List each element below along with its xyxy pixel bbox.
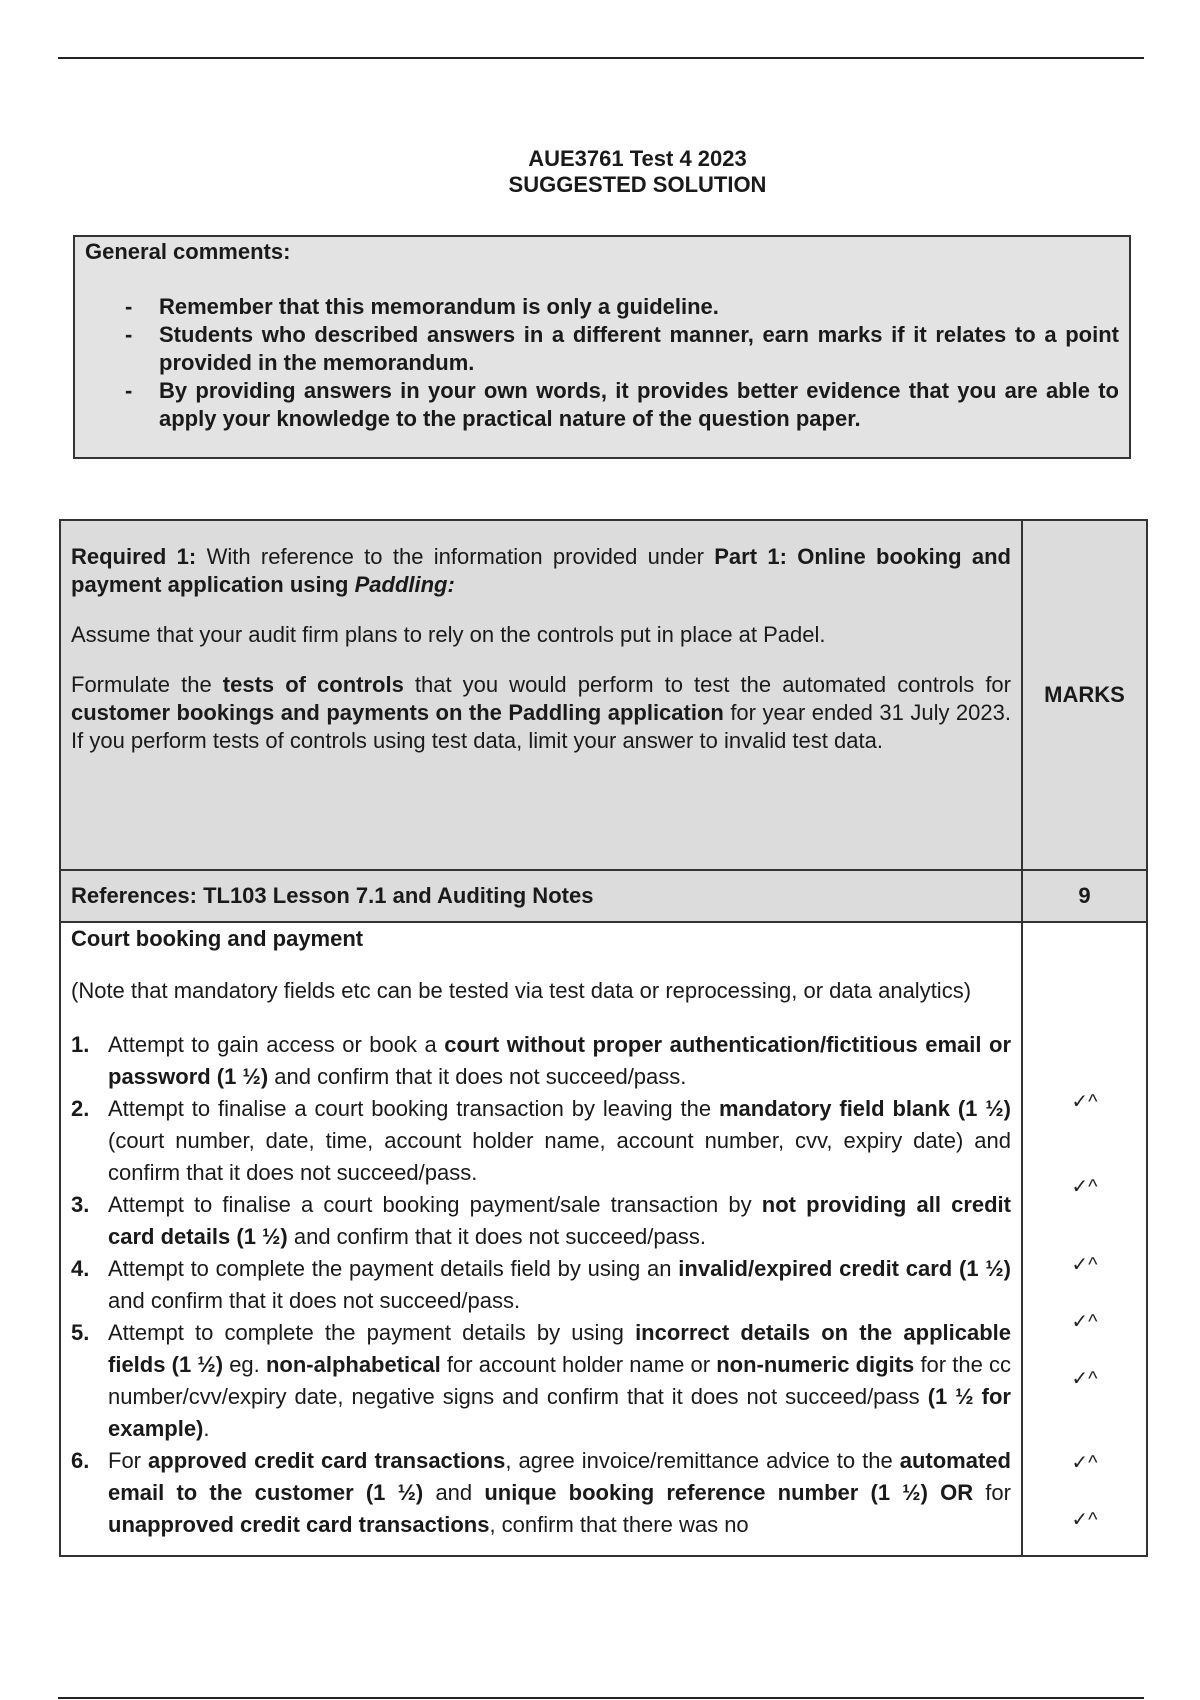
bullet-dash: -	[125, 322, 133, 347]
tick-mark: ✓^	[1071, 1368, 1098, 1390]
instruction-paragraph: Formulate the tests of controls that you would perform to test the automated controls for customer bookings and payments on the Paddling application for year ended 31 July 2023. If you perform tests of controls using test data, limit your answer to invalid test data.	[71, 672, 1011, 753]
answer-cell	[60, 922, 1022, 1556]
title-line-2: SUGGESTED SOLUTION	[508, 172, 767, 197]
list-item: 5. Attempt to complete the payment details by using incorrect details on the applicable fields (1 ½) eg. non-alphabetical for account holder name or non-numeric digits for the cc number/cvv/expiry date, negative signs and confirm that it does not succeed/pass (1 ½ for example).	[71, 1320, 1012, 1441]
required-row	[60, 520, 1147, 870]
tick-mark: ✓^	[1071, 1176, 1098, 1198]
list-item: - Students who described answers in a different manner, earn marks if it relates to a point provided in the memorandum.	[125, 322, 1119, 375]
tick-mark: ✓^	[1071, 1254, 1098, 1276]
required-cell	[60, 520, 1022, 870]
bullet-dash: -	[125, 294, 133, 319]
list-item: - By providing answers in your own words, it provides better evidence that you are able to apply your knowledge to the practical nature of the question paper.	[125, 378, 1119, 431]
tick-mark: ✓^	[1071, 1091, 1098, 1113]
memorandum-table	[59, 519, 1148, 1557]
list-item: 4. Attempt to complete the payment details field by using an invalid/expired credit card (1 ½) and confirm that it does not succeed/pass.	[71, 1256, 1012, 1313]
general-comments-box	[73, 235, 1131, 459]
bullet-dash: -	[125, 378, 133, 403]
general-comments-list	[85, 293, 1119, 433]
references-marks: 9	[1022, 870, 1147, 922]
list-item: - Remember that this memorandum is only a guideline.	[125, 294, 719, 319]
references-row	[60, 870, 1147, 922]
document-title	[0, 146, 1200, 198]
section-note: (Note that mandatory fields etc can be tested via test data or reprocessing, or data analytics)	[71, 978, 972, 1003]
section-heading: Court booking and payment	[71, 926, 364, 951]
list-item: 3. Attempt to finalise a court booking payment/sale transaction by not providing all credit card details (1 ½) and confirm that it does not succeed/pass.	[71, 1192, 1011, 1249]
assumption-paragraph: Assume that your audit firm plans to rely on the controls put in place at Padel.	[71, 622, 826, 647]
answer-row	[60, 922, 1147, 1556]
points-list	[71, 1029, 1011, 1541]
list-item: 1. Attempt to gain access or book a court without proper authentication/fictitious email or password (1 ½) and confirm that it does not succeed/pass.	[71, 1032, 1011, 1089]
list-item: 2. Attempt to finalise a court booking transaction by leaving the mandatory field blank (1 ½) (court number, date, time, account holder name, account number, cvv, expiry date) and confirm that it does not succeed/pass.	[71, 1096, 1011, 1185]
references-text: References: TL103 Lesson 7.1 and Auditing Notes	[60, 870, 1022, 922]
tick-mark: ✓^	[1071, 1311, 1098, 1333]
list-item: 6. For approved credit card transactions, agree invoice/remittance advice to the automated email to the customer (1 ½) and unique booking reference number (1 ½) OR for unapproved credit card transactions, confirm that there was no	[71, 1448, 1011, 1537]
marks-header: MARKS	[1022, 520, 1147, 870]
tick-mark: ✓^	[1071, 1452, 1098, 1474]
tick-mark: ✓^	[1071, 1509, 1098, 1531]
required-paragraph: Required 1: With reference to the information provided under Part 1: Online booking and payment application using Paddling:	[71, 544, 1011, 597]
bottom-rule	[58, 1697, 1144, 1699]
general-comments-heading: General comments:	[85, 239, 291, 264]
top-rule	[58, 57, 1144, 59]
tick-marks-cell	[1022, 922, 1147, 1556]
title-line-1: AUE3761 Test 4 2023	[528, 146, 747, 171]
